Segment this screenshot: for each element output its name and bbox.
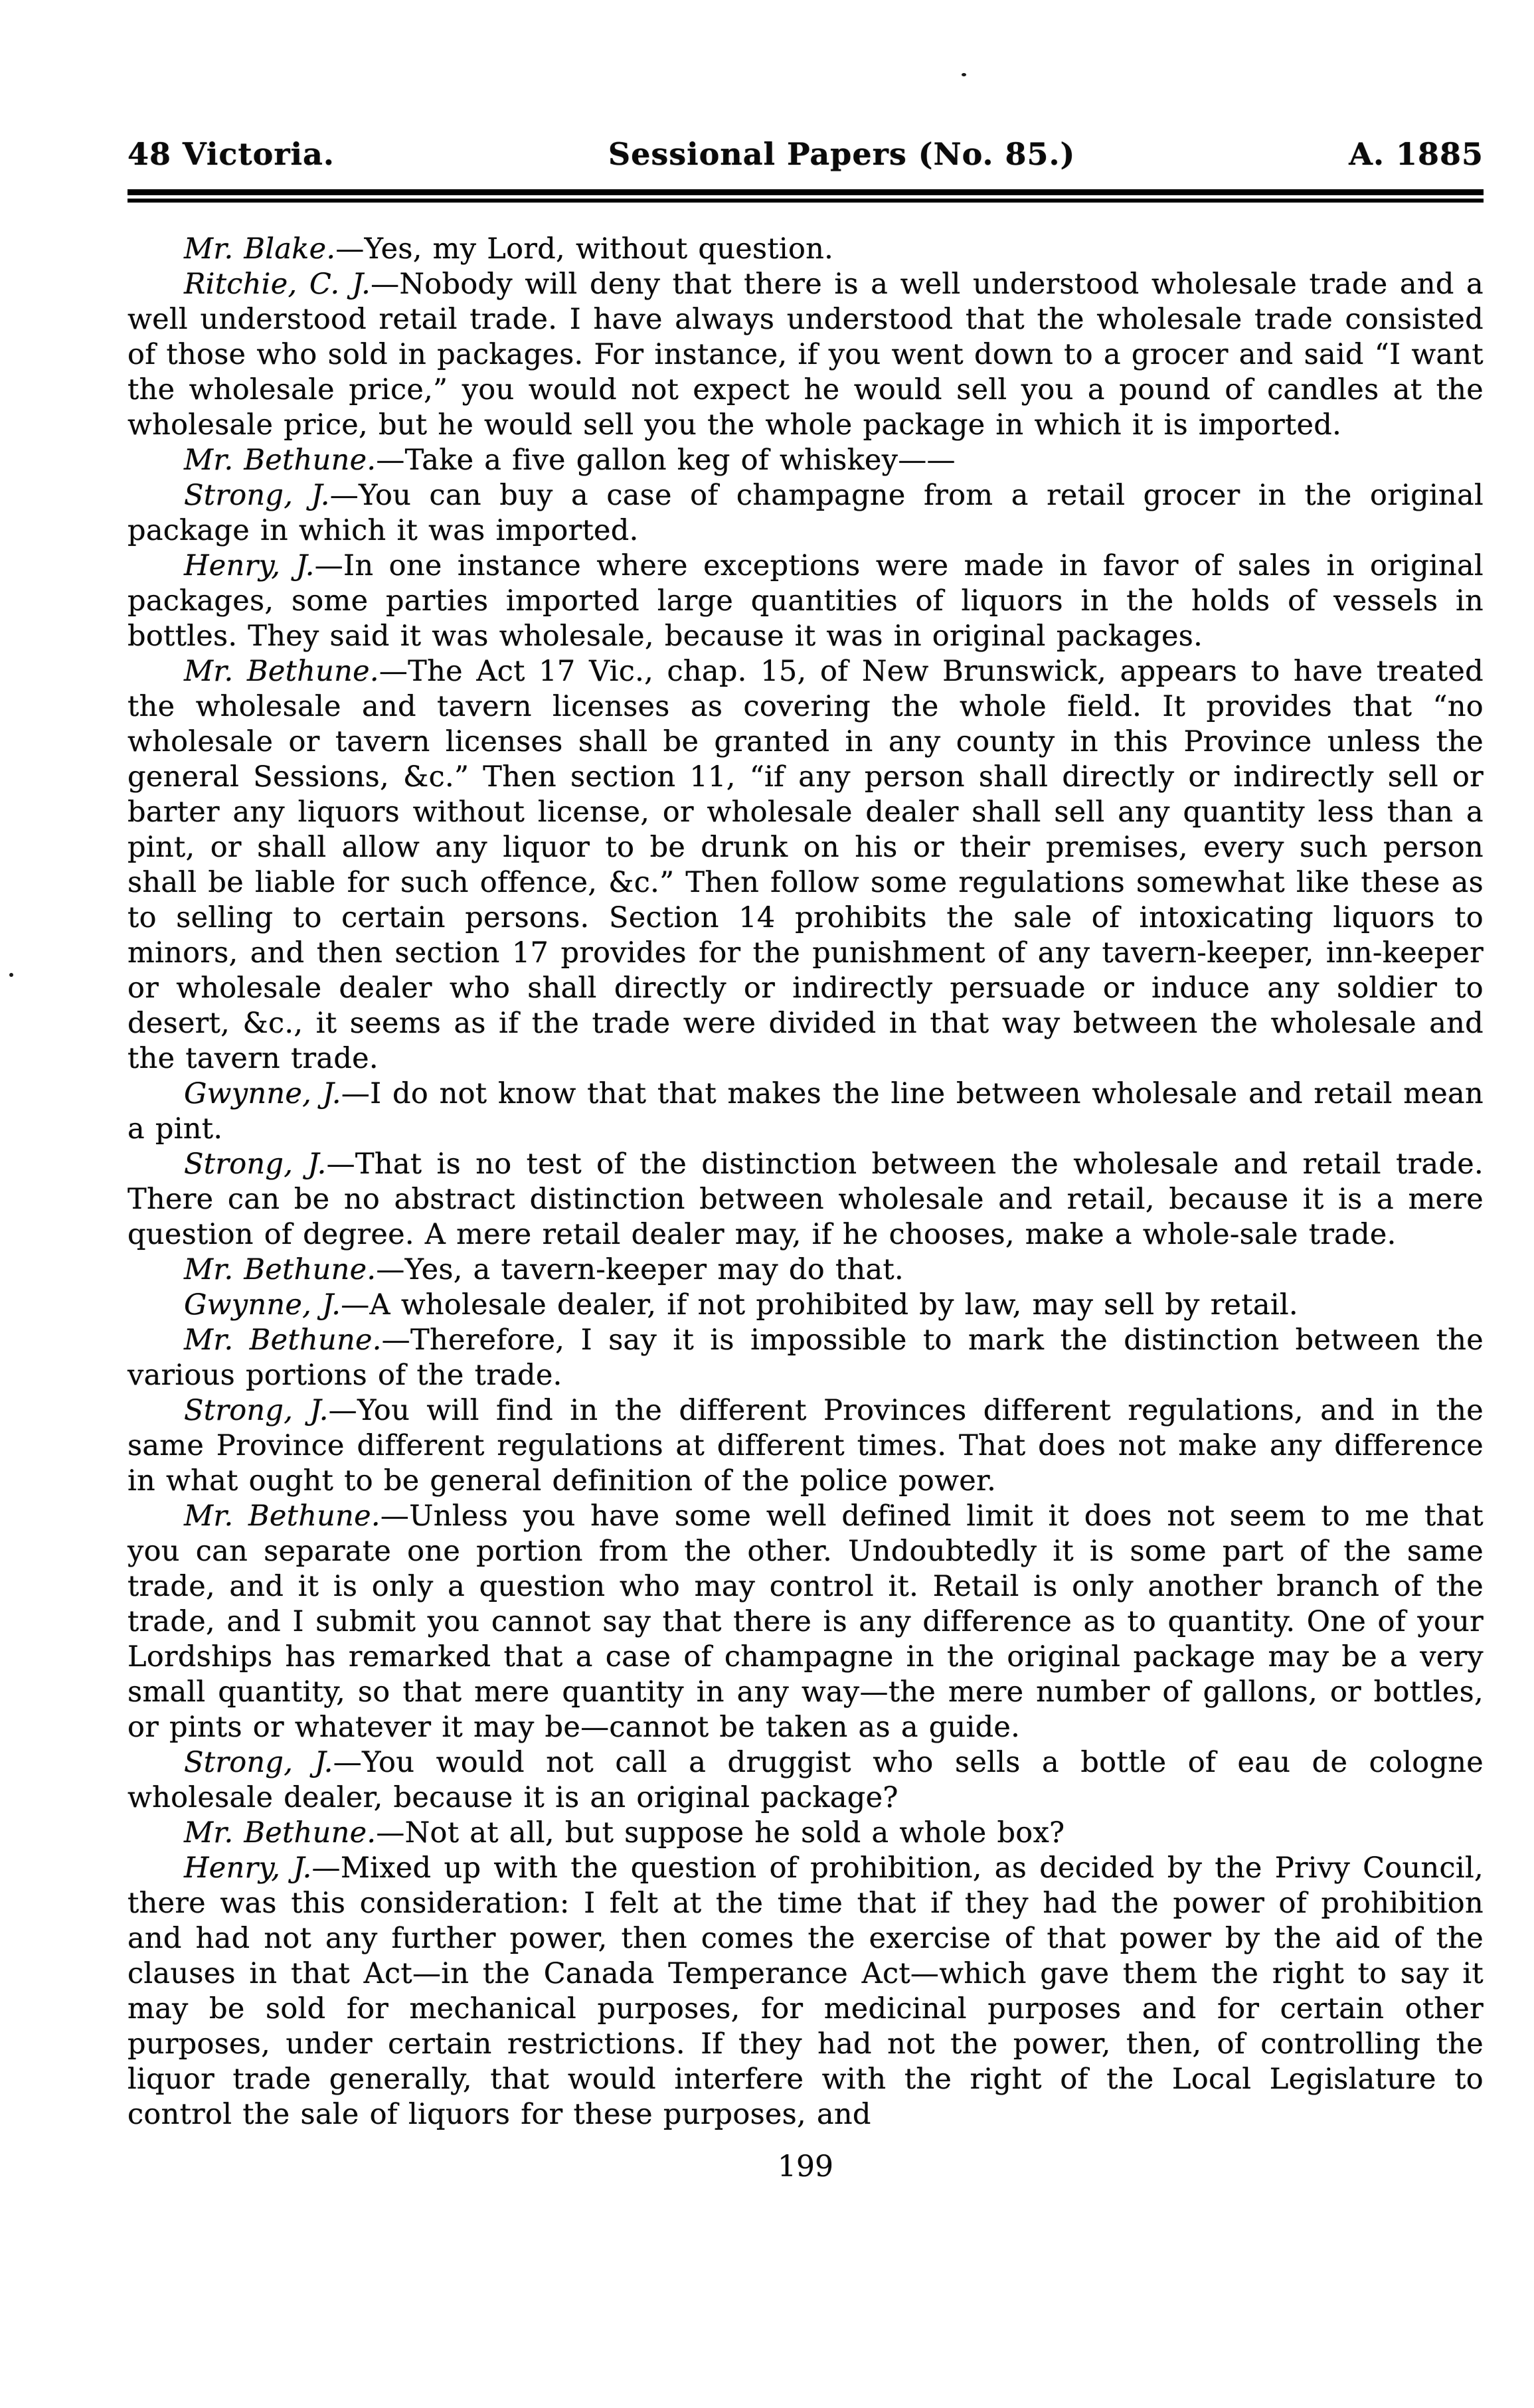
speaker-name: Mr. Bethune.	[184, 1324, 382, 1357]
transcript-paragraph	[128, 1816, 1484, 1851]
speech-text: —Unless you have some well defined limit it does not seem to me that you can separate one portion from the other. Undoubtedly it is some part of the same trade, and it is only a question who may control it. Retail is only another branch of the trade, and I submit you cannot say that there is any difference as to quantity. One of your Lordships has remarked that a case of champagne in the original package may be a very small quantity, so that mere quantity in any way—the mere number of gallons, or bottles, or pints or whatever it may be—cannot be taken as a guide.	[128, 1500, 1484, 1744]
speech-text: —That is no test of the distinction between the wholesale and retail trade. There can be no abstract distinction between wholesale and retail, because it is a mere question of degree. A mere retail dealer may, if he chooses, make a whole-sale trade.	[128, 1148, 1484, 1251]
speaker-name: Henry, J.	[184, 1851, 312, 1885]
scan-speck	[962, 73, 966, 76]
speech-text: —The Act 17 Vic., chap. 15, of New Brunswick, appears to have treated the wholesale and tavern licenses as covering the whole field. It provides that “no wholesale or tavern licenses shall be granted in any county in this Province unless the general Sessions, &c.” Then section 11, “if any person shall directly or indirectly sell or barter any liquors without license, or wholesale dealer shall sell any quantity less than a pint, or shall allow any liquor to be drunk on his or their premises, every such person shall be liable for such offence, &c.” Then follow some regulations somewhat like these as to selling to certain persons. Section 14 prohibits the sale of intoxicating liquors to minors, and then section 17 provides for the punishment of any tavern-keeper, inn-keeper or wholesale dealer who shall directly or indirectly persuade or induce any soldier to desert, &c., it seems as if the trade were divided in that way between the wholesale and the tavern trade.	[128, 655, 1484, 1075]
speech-text: —Yes, a tavern-keeper may do that.	[376, 1253, 904, 1286]
transcript-paragraph	[128, 549, 1484, 654]
speaker-name: Ritchie, C. J.	[184, 268, 371, 301]
speaker-name: Strong, J.	[184, 1394, 329, 1427]
speech-text: —In one instance where exceptions were made in favor of sales in original packages, some parties imported large quantities of liquors in the holds of vessels in bottles. They said it was wholesale, because it was in original packages.	[128, 549, 1484, 653]
speaker-name: Strong, J.	[184, 1746, 333, 1779]
speech-text: —Not at all, but suppose he sold a whole box?	[376, 1816, 1065, 1849]
header-title: Sessional Papers (No. 85.)	[608, 136, 1076, 172]
page-number: 199	[778, 2150, 833, 2184]
scan-speck	[9, 973, 13, 977]
speaker-name: Mr. Bethune.	[184, 444, 377, 477]
double-rule	[128, 189, 1484, 203]
speaker-name: Strong, J.	[184, 479, 330, 512]
speech-text: —I do not know that that makes the line between wholesale and retail mean a pint.	[128, 1077, 1484, 1146]
page-header	[128, 136, 1484, 172]
transcript-paragraph	[128, 654, 1484, 1076]
transcript-paragraph	[128, 232, 1484, 267]
transcript-paragraph	[128, 478, 1484, 549]
speaker-name: Mr. Bethune.	[184, 1253, 377, 1286]
speaker-name: Gwynne, J.	[184, 1288, 341, 1322]
speech-text: —Mixed up with the question of prohibition, as decided by the Privy Council, there was this consideration: I felt at the time that if they had the power of prohibition and had not any further power, then comes the exercise of that power by the aid of the clauses in that Act—in the Canada Temperance Act—which gave them the right to say it may be sold for mechanical purposes, for medicinal purposes and for certain other purposes, under certain restrictions. If they had not the power, then, of controlling the liquor trade generally, that would interfere with the right of the Local Legislature to control the sale of liquors for these purposes, and	[128, 1851, 1484, 2131]
speech-text: —You can buy a case of champagne from a retail grocer in the original package in which it was imported.	[128, 479, 1484, 547]
speaker-name: Gwynne, J.	[184, 1077, 341, 1110]
speech-text: —You will find in the different Provinces different regulations, and in the same Province different regulations at different times. That does not make any difference in what ought to be general definition of the police power.	[128, 1394, 1484, 1498]
transcript-paragraph	[128, 1147, 1484, 1252]
transcript-paragraph	[128, 1076, 1484, 1147]
speech-text: —You would not call a druggist who sells a bottle of eau de cologne wholesale dealer, because it is an original package?	[128, 1746, 1484, 1814]
transcript-paragraph	[128, 1851, 1484, 2132]
transcript-paragraph	[128, 1323, 1484, 1393]
document-page	[128, 136, 1484, 2184]
speech-text: —Yes, my Lord, without question.	[335, 232, 834, 266]
speaker-name: Mr. Blake.	[184, 232, 336, 266]
speaker-name: Mr. Bethune.	[184, 1816, 377, 1849]
speech-text: —A wholesale dealer, if not prohibited by law, may sell by retail.	[341, 1288, 1298, 1322]
transcript-paragraph	[128, 1288, 1484, 1323]
transcript-paragraph	[128, 1745, 1484, 1816]
header-year: A. 1885	[1349, 136, 1484, 172]
transcript-paragraph	[128, 1499, 1484, 1745]
speech-text: —Take a five gallon keg of whiskey——	[376, 444, 956, 477]
speaker-name: Mr. Bethune.	[184, 655, 379, 688]
transcript-body	[128, 232, 1484, 2132]
speech-text: —Nobody will deny that there is a well understood wholesale trade and a well understood retail trade. I have always understood that the wholesale trade consisted of those who sold in packages. For instance, if you went down to a grocer and said “I want the wholesale price,” you would not expect he would sell you a pound of candles at the wholesale price, but he would sell you the whole package in which it is imported.	[128, 268, 1484, 442]
speech-text: —Therefore, I say it is impossible to mark the distinction between the various portions of the trade.	[128, 1324, 1484, 1392]
speaker-name: Strong, J.	[184, 1148, 327, 1181]
transcript-paragraph	[128, 443, 1484, 478]
transcript-paragraph	[128, 267, 1484, 443]
speaker-name: Mr. Bethune.	[184, 1500, 381, 1533]
header-volume: 48 Victoria.	[128, 136, 335, 172]
transcript-paragraph	[128, 1252, 1484, 1288]
transcript-paragraph	[128, 1393, 1484, 1499]
speaker-name: Henry, J.	[184, 549, 315, 582]
